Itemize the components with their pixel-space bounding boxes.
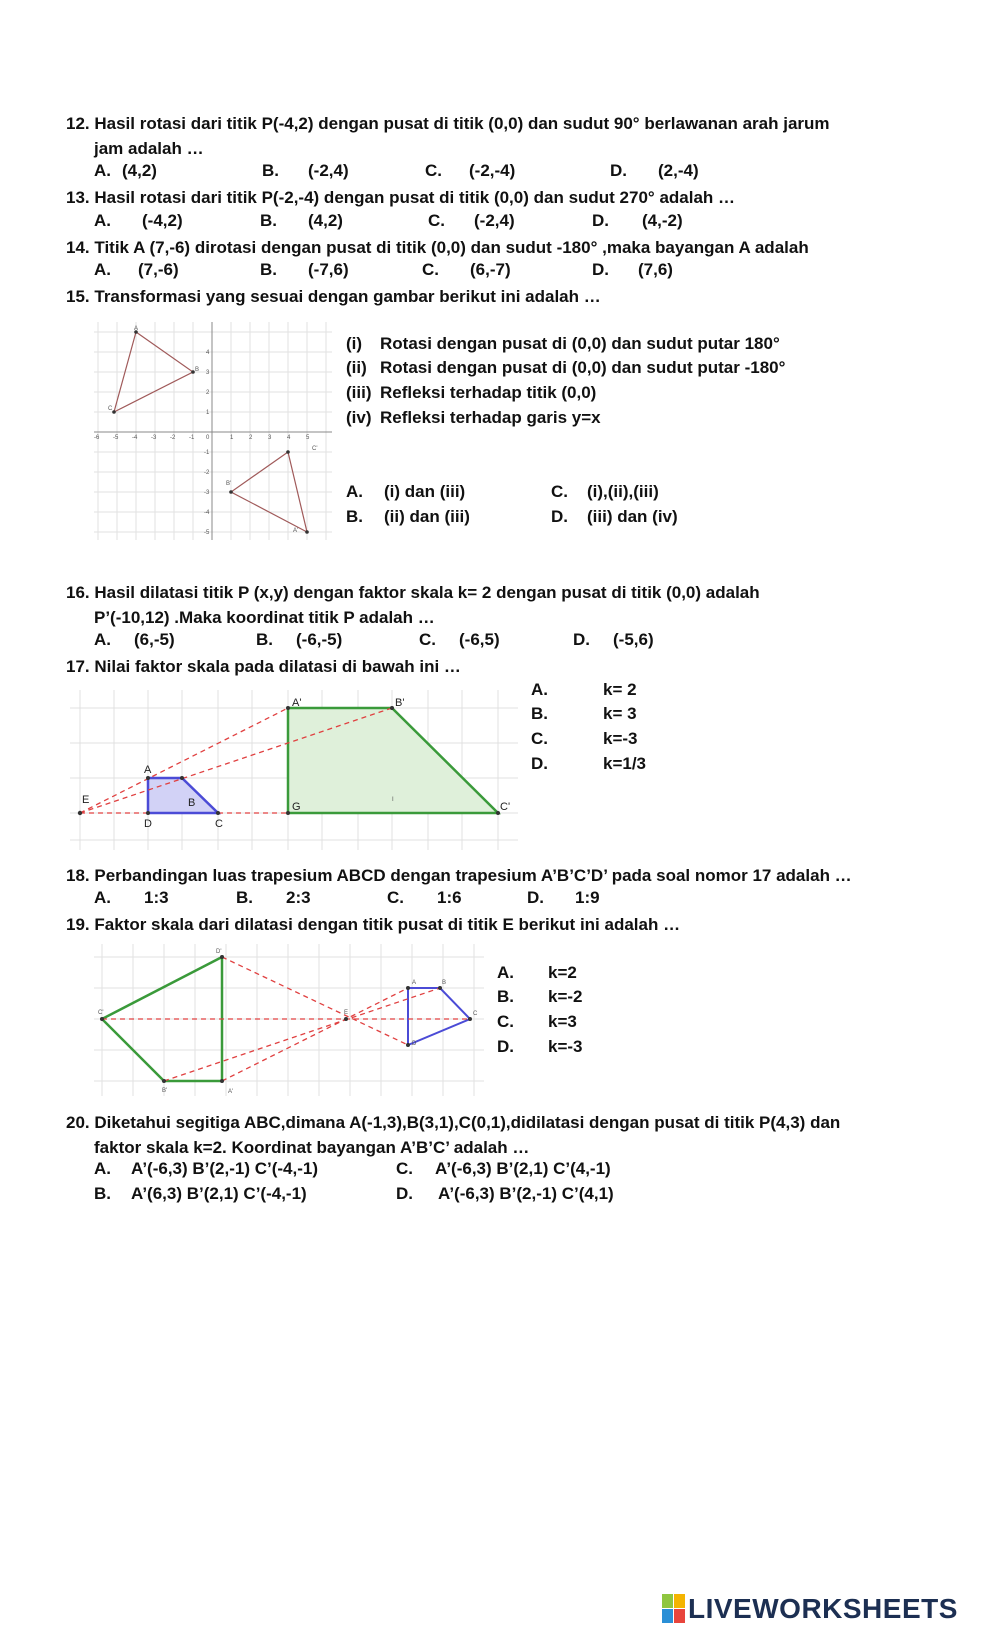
svg-text:-1: -1 xyxy=(204,450,210,456)
q17-label-a-prime: A' xyxy=(292,697,302,709)
q17-label-b-prime: B' xyxy=(395,697,405,709)
q16-option-c[interactable]: C. (-6,5) xyxy=(419,630,500,649)
q12-option-c[interactable]: C. (-2,-4) xyxy=(425,161,516,180)
svg-text:4: 4 xyxy=(206,350,210,356)
q12-line1 xyxy=(66,111,830,136)
q13-option-d[interactable]: D. (4,-2) xyxy=(592,211,683,230)
q19-number: 19. xyxy=(66,915,90,934)
q20-option-d[interactable]: D. A’(-6,3) B’(2,-1) C’(4,1) xyxy=(396,1184,614,1203)
q17-option-a[interactable]: A. k= 2 xyxy=(531,680,637,699)
q19-label-a-prime: A' xyxy=(228,1089,234,1095)
q17-dilation-figure xyxy=(70,690,518,850)
q17-label-c: C xyxy=(215,818,223,830)
q18-option-c[interactable]: C. 1:6 xyxy=(387,888,462,907)
q15-label-c-prime: C' xyxy=(312,446,318,452)
svg-text:1: 1 xyxy=(206,410,210,416)
svg-text:-4: -4 xyxy=(132,435,138,441)
q14-option-d[interactable]: D. (7,6) xyxy=(592,260,673,279)
q17-option-b[interactable]: B. k= 3 xyxy=(531,704,637,723)
q15-number: 15. xyxy=(66,287,90,306)
q15-option-a[interactable]: A. (i) dan (iii) xyxy=(346,482,466,501)
q15-statement-iv: (iv) Refleksi terhadap garis y=x xyxy=(346,408,601,427)
q17-label-b: B xyxy=(188,797,196,809)
q12-text: Hasil rotasi dari titik P(-4,2) dengan pusat di titik (0,0) dan sudut 90° berlawanan arah jarum xyxy=(94,114,830,133)
q12-line2: jam adalah … xyxy=(94,139,204,158)
q17-label-e: E xyxy=(82,794,90,806)
liveworksheets-brand-text: LIVEWORKSHEETS xyxy=(688,1593,958,1624)
q15-text: Transformasi yang sesuai dengan gambar berikut ini adalah … xyxy=(94,287,601,306)
q17-label-d: D xyxy=(144,818,152,830)
q16-number: 16. xyxy=(66,583,90,602)
q16-line2: P’(-10,12) .Maka koordinat titik P adalah … xyxy=(94,608,435,627)
q15-label-b: B xyxy=(195,367,200,373)
q20-option-b[interactable]: B. A’(6,3) B’(2,1) C’(-4,-1) xyxy=(94,1184,307,1203)
q19-option-c[interactable]: C. k=3 xyxy=(497,1012,577,1031)
q15-label-b-prime: B' xyxy=(226,481,232,487)
q16-option-a[interactable]: A. (6,-5) xyxy=(94,630,175,649)
q13-text: Hasil rotasi dari titik P(-2,-4) dengan pusat di titik (0,0) dan sudut 270° adalah … xyxy=(94,188,736,207)
svg-text:-2: -2 xyxy=(204,470,210,476)
q17-number: 17. xyxy=(66,657,90,676)
q15-option-c[interactable]: C. (i),(ii),(iii) xyxy=(551,482,659,501)
q19-label-e: E xyxy=(344,1010,349,1016)
q15-option-d[interactable]: D. (iii) dan (iv) xyxy=(551,507,678,526)
q19-line1 xyxy=(66,912,680,937)
q17-label-i: I xyxy=(392,797,394,803)
q20-line1 xyxy=(66,1110,840,1135)
q16-option-d[interactable]: D. (-5,6) xyxy=(573,630,654,649)
q17-option-d[interactable]: D. k=1/3 xyxy=(531,754,647,773)
liveworksheets-logo[interactable] xyxy=(662,1593,958,1625)
liveworksheets-icon xyxy=(662,1594,686,1624)
q20-number: 20. xyxy=(66,1113,90,1132)
q18-option-a[interactable]: A. 1:3 xyxy=(94,888,169,907)
q13-option-c[interactable]: C. (-2,4) xyxy=(428,211,515,230)
q17-text: Nilai faktor skala pada dilatasi di bawah ini … xyxy=(94,657,461,676)
svg-text:2: 2 xyxy=(206,390,210,396)
svg-text:-4: -4 xyxy=(204,510,210,516)
q15-option-b[interactable]: B. (ii) dan (iii) xyxy=(346,507,470,526)
q17-label-g: G xyxy=(292,801,301,813)
q19-text: Faktor skala dari dilatasi dengan titik pusat di titik E berikut ini adalah … xyxy=(94,915,681,934)
q16-option-b[interactable]: B. (-6,-5) xyxy=(256,630,343,649)
q18-line1 xyxy=(66,863,852,888)
q15-line1 xyxy=(66,284,601,309)
q14-line1 xyxy=(66,235,809,260)
q18-text: Perbandingan luas trapesium ABCD dengan trapesium A’B’C’D’ pada soal nomor 17 adalah … xyxy=(94,866,852,885)
q15-label-c: C xyxy=(108,406,113,412)
q13-option-a[interactable]: A. (-4,2) xyxy=(94,211,183,230)
q17-label-a: A xyxy=(144,764,152,776)
q16-line1 xyxy=(66,580,760,605)
q12-option-d[interactable]: D. (2,-4) xyxy=(610,161,699,180)
svg-text:-5: -5 xyxy=(204,530,210,536)
q14-option-a[interactable]: A. (7,-6) xyxy=(94,260,179,279)
svg-text:-1: -1 xyxy=(189,435,195,441)
svg-text:3: 3 xyxy=(206,370,210,376)
svg-text:0: 0 xyxy=(206,435,210,441)
q19-label-b-prime: B' xyxy=(162,1088,168,1094)
q13-option-b[interactable]: B. (4,2) xyxy=(260,211,343,230)
q20-line2: faktor skala k=2. Koordinat bayangan A’B’C’ adalah … xyxy=(94,1138,530,1157)
q19-dilation-figure xyxy=(94,944,484,1096)
q18-number: 18. xyxy=(66,866,90,885)
q15-statement-i: (i) Rotasi dengan pusat di (0,0) dan sudut putar 180° xyxy=(346,334,780,353)
svg-text:2: 2 xyxy=(249,435,253,441)
q19-option-b[interactable]: B. k=-2 xyxy=(497,987,583,1006)
q19-label-c-prime: C' xyxy=(98,1010,104,1016)
svg-text:1: 1 xyxy=(230,435,234,441)
q14-option-b[interactable]: B. (-7,6) xyxy=(260,260,349,279)
q18-option-d[interactable]: D. 1:9 xyxy=(527,888,600,907)
q12-option-a[interactable]: A. (4,2) xyxy=(94,161,157,180)
q14-text: Titik A (7,-6) dirotasi dengan pusat di titik (0,0) dan sudut -180° ,maka bayangan A adalah xyxy=(94,238,809,257)
q20-option-a[interactable]: A. A’(-6,3) B’(2,-1) C’(-4,-1) xyxy=(94,1159,319,1178)
q20-text: Diketahui segitiga ABC,dimana A(-1,3),B(3,1),C(0,1),didilatasi dengan pusat di titik P(4,3) dan xyxy=(94,1113,841,1132)
svg-text:-3: -3 xyxy=(151,435,157,441)
q15-label-a-prime: A' xyxy=(293,528,299,534)
svg-text:-3: -3 xyxy=(204,490,210,496)
q19-label-d-prime: D' xyxy=(216,949,222,955)
q12-option-b[interactable]: B. (-2,4) xyxy=(262,161,349,180)
q12-number: 12. xyxy=(66,114,90,133)
q13-line1 xyxy=(66,185,735,210)
q15-rotation-figure xyxy=(94,322,332,540)
svg-text:-5: -5 xyxy=(113,435,119,441)
svg-text:5: 5 xyxy=(306,435,310,441)
svg-text:4: 4 xyxy=(287,435,291,441)
q20-option-c[interactable]: C. A’(-6,3) B’(2,1) C’(4,-1) xyxy=(396,1159,611,1178)
q14-number: 14. xyxy=(66,238,90,257)
q16-text: Hasil dilatasi titik P (x,y) dengan faktor skala k= 2 dengan pusat di titik (0,0) adalah xyxy=(94,583,760,602)
svg-text:3: 3 xyxy=(268,435,272,441)
q17-line1 xyxy=(66,654,461,679)
q19-label-b: B xyxy=(442,980,447,986)
q17-option-c[interactable]: C. k=-3 xyxy=(531,729,638,748)
q19-option-a[interactable]: A. k=2 xyxy=(497,963,577,982)
q19-label-d: D xyxy=(412,1041,417,1047)
svg-text:-6: -6 xyxy=(94,435,100,441)
q19-option-d[interactable]: D. k=-3 xyxy=(497,1037,583,1056)
q15-label-a: A xyxy=(134,326,139,332)
svg-text:-2: -2 xyxy=(170,435,176,441)
q17-label-c-prime: C' xyxy=(500,801,511,813)
q14-option-c[interactable]: C. (6,-7) xyxy=(422,260,511,279)
q13-number: 13. xyxy=(66,188,90,207)
q19-label-c: C xyxy=(473,1011,478,1017)
q19-label-a: A xyxy=(412,980,417,986)
q15-statement-iii: (iii) Refleksi terhadap titik (0,0) xyxy=(346,383,597,402)
q18-option-b[interactable]: B. 2:3 xyxy=(236,888,311,907)
q15-statement-ii: (ii) Rotasi dengan pusat di (0,0) dan sudut putar -180° xyxy=(346,358,786,377)
